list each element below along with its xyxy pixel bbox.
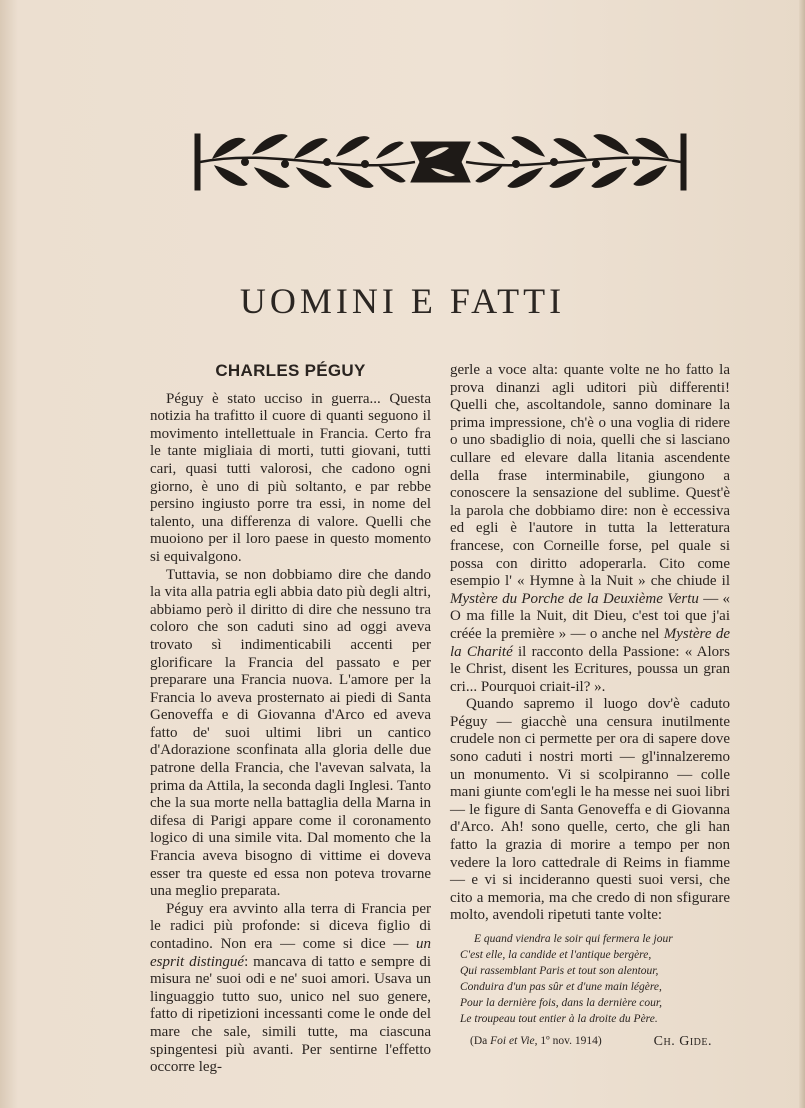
article-title: CHARLES PÉGUY [215, 361, 366, 380]
paragraph-3-text-a: Péguy era avvinto alla terra di Francia per le radici più profonde: si diceva figlio di contadino. Non era — come si dice — [150, 900, 431, 952]
paragraph-1: Péguy è stato ucciso in guerra... Questa notizia ha trafitto il cuore di quanti seguono il movimento intellettuale in Francia. Certo fra le tante migliaia di morti, tutti giovani, tutti cari, quasi tutti valorosi, che cadono ogni giorno, è uno di più soltanto, e par rebbe persino ingiusto porre tra essi, in nome del talento, una differenza di valore. Quelli che muoiono per il loro paese in questo momento si equivalgono. [150, 390, 431, 565]
article-column-right [450, 362, 730, 1051]
laurel-branch-ornament-icon [193, 128, 688, 196]
poem-line: C'est elle, la candide et l'antique bergère, [460, 949, 652, 961]
paragraph-5: Quando sapremo il luogo dov'è caduto Péguy — giacchè una censura inutilmente crudele non ci permette per ora di sapere dove sono caduti i nostri morti — gl'innalzeremo un monumento. Vi si scolpiranno — colle mani giunte com'egli le ha messe nei suoi libri — le figure di Santa Genoveffa e di Giovanna d'Arco. Ah! sono quelle, certo, che gli han fatto la grazia di morire a tempo per non vedere la loro cattedrale di Reims in fiamme — e vi si incideranno questi suoi versi, che cito a memoria, ma che credo di non sfigurare molto, avendoli ripetuti tante volte: [450, 696, 730, 924]
source-title: Foi et Vie [490, 1035, 535, 1047]
paragraph-4 [450, 362, 730, 696]
source-prefix: (Da [470, 1035, 491, 1047]
poem-line: Conduira d'un pas sûr et d'une main légère, [460, 981, 662, 993]
poem-line: Qui rassemblant Paris et tout son alentour, [460, 965, 659, 977]
paragraph-4-text-a: gerle a voce alta: quante volte ne ho fatto la prova dinanzi agli uditori più differenti! Quelli che, ascoltandole, sanno dominare la prima impressione, ch'è o una voglia di ridere o uno sbadiglio di noia, quelli che si lasciano cullare ed elevare dalla litania ascendente della frase interminabile, giungono a conoscere la sensazione del sublime. Quest'è la parola che dobbiamo dire: non è eccessiva ed egli è l'autore in tutta la letteratura francese, con Corneille forse, pel quale si possa con diritto adoperarla. Cito come esempio l' « Hymne à la Nuit » che chiude il [450, 362, 730, 590]
page-edge [799, 0, 805, 1108]
section-title: UOMINI E FATTI [239, 281, 566, 321]
poem-line: Pour la dernière fois, dans la dernière cour, [460, 997, 662, 1009]
paragraph-4-text-b: — « O ma fille la Nuit, dit Dieu, c'est toi que j'ai créée la première » — o anche nel [450, 590, 731, 642]
paragraph-3 [150, 901, 431, 1077]
author-signature: Ch. Gide. [653, 1034, 712, 1049]
signature-row [450, 1033, 730, 1051]
poem-line: E quand viendra le soir qui fermera le jour [474, 933, 673, 945]
source-suffix: , 1º nov. 1914) [534, 1035, 602, 1047]
paragraph-3-text-b: : mancava di tatto e sempre di misura ne' suoi odi e ne' suoi amori. Usava un linguaggio tutto suo, unico nel suo genere, fatto di ripetizioni incessanti come le onde del mare che sale, simili tutte, ma ciascuna spingentesi più avanti. Per sentirne l'effetto occorre leg- [150, 953, 431, 1076]
source-citation [450, 1033, 602, 1051]
paragraph-4-emphasis-2: Mystère de la Charité [450, 625, 730, 660]
paragraph-4-emphasis-1: Mystère du Porche de la Deuxième Vertu [450, 590, 699, 607]
paragraph-4-text-c: il racconto della Passione: « Alors le Christ, disent les Ecritures, poussa un gran cri... Pourquoi criait-il? ». [450, 643, 730, 695]
paragraph-2: Tuttavia, se non dobbiamo dire che dando la vita alla patria egli abbia dato più degli altri, abbiamo però il diritto di dire che nessuno tra coloro che son caduti sino ad oggi aveva trovato sì indimenticabili accenti per glorificare la Francia del passato e per preparare una Francia nuova. L'amore per la Francia lo aveva prosternato ai piedi di Santa Genoveffa e di Giovanna d'Arco ed aveva fatto de' suoi ultimi libri un cantico d'Adorazione sconfinata alla gloria delle due patrone della Francia, che l'avevan salvata, la prima da Attila, la seconda dagli Inglesi. Tanto che la sua morte nella battaglia della Marna in difesa di Parigi appare come il coronamento logico di una simile vita. Dal momento che la Francia aveva bisogno di vittime ei doveva esser tra queste ed essa non poteva trovarne una meglio preparata. [150, 566, 431, 900]
paragraph-3-emphasis: un esprit distingué [150, 936, 431, 970]
poem-line: Le troupeau tout entier à la droite du Père. [460, 1013, 658, 1025]
article-column-left [150, 362, 431, 1077]
poem [460, 931, 730, 1027]
